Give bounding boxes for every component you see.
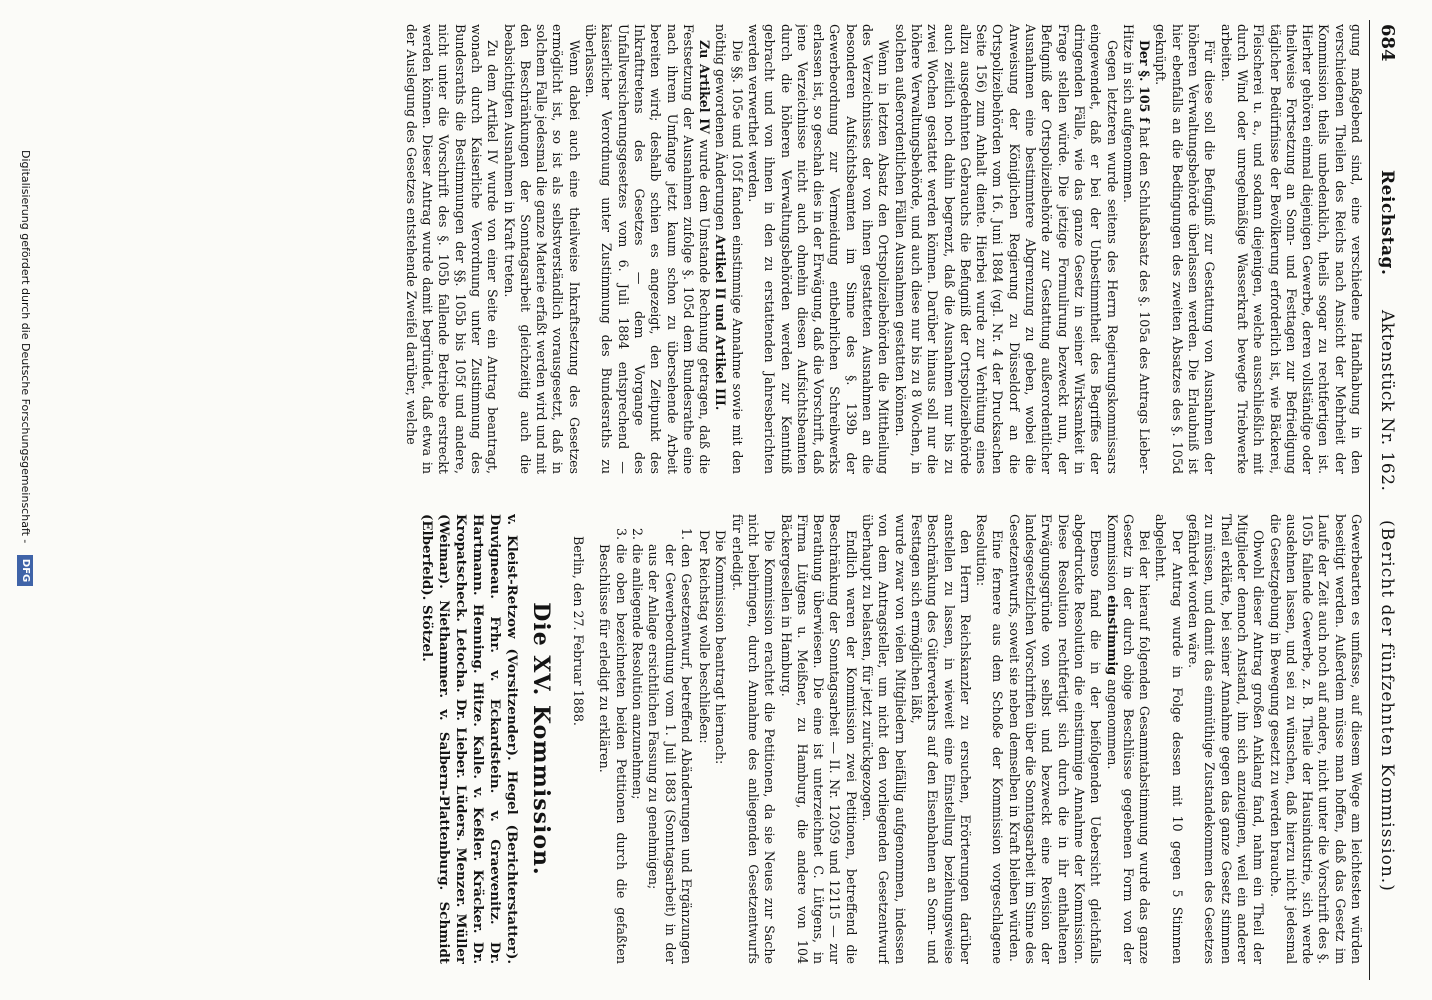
- section-title: (Bericht der fünfzehnten Kommission.): [1377, 520, 1397, 892]
- commission-members: v. Kleist-Retzow (Vorsitzender). Hegel (Berichterstatter). Duvigneau. Frhr. v. Eckardstein. v. Graevenitz. Dr. Hartmann. Henning. Hitze. Kalle. v. Keßler. Kräcker. Dr. Kropatscheck. Letocha. Dr. Lieber. Lüders. Menzer. Müller (Weimar). Niethammer. v. Salbern-Plattenburg. Schmidt (Elberfeld). Stötzel.: [418, 514, 520, 964]
- motion-item: 3. die oben bezeichneten beiden Petitionen durch die gefaßten Beschlüsse für erledigt zu erklären.: [596, 544, 629, 964]
- motion-item: 2. die anliegende Resolution anzunehmen;: [629, 544, 645, 964]
- commission-heading: Die XV. Kommission.: [527, 602, 554, 876]
- date-line: Berlin, den 27. Februar 1888.: [571, 536, 587, 726]
- paragraph-text: wurde dem Umstande Rechnung getragen, daß die Festsetzung der Ausnahmen zufolge §. 105d dem Bundesrathe eine nach ihrem Umfange jetzt kaum schon zu übersehende Arbeit bereiten wird; deshalb schien es angezeigt, den Zeitpunkt des Inkrafttretens des Gesetzes — dem Vorgange des Unfallversicherungsgesetzes vom 6. Juli 1884 entsprechend — kaiserlicher Verordnung unter Zustimmung des Bundesraths zu überlassen.: [583, 24, 713, 474]
- bold-word: einstimmig: [1104, 595, 1120, 676]
- motion-list: [596, 544, 694, 964]
- paragraph: Der Reichstag wolle beschließen:: [697, 530, 713, 744]
- paragraph-text: angenommen.: [1104, 679, 1120, 770]
- digitization-footer: [16, 150, 34, 970]
- right-text-column: [234, 514, 1364, 964]
- paragraph: gung maßgebend sind, eine verschiedene Handhabung in den verschiedenen Theilen des Reichs nach Ansicht der Mehrheit der Kommission theils unbedenklich, theils sogar zu rechtfertigen ist. Hierher gehören einmal diejenigen Gewerbe, deren vollständige oder theilweise Fortsetzung an Sonn- und Festtagen zur Befriedigung täglicher Bedürfnisse der Bevölkerung erforderlich ist, wie Bäckerei, Fleischerei u. a., und sodann diejenigen, welche ausschließlich mit durch Wind oder unregelmäßige Wasserkraft bewegte Triebwerke arbeiten.: [1218, 24, 1364, 474]
- paragraph: Wenn dabei auch eine theilweise Inkraftsetzung des Gesetzes ermöglicht ist, so ist als selbstverständlich vorausgesetzt, daß in solchem Falle jedesmal die ganze Materie erfaßt werden wird und mit den Beschränkungen der Sonntagsarbeit gleichzeitig auch die beabsichtigten Ausnahmen in Kraft treten.: [501, 24, 582, 474]
- bold-section-ref: Der §. 105 f: [1137, 40, 1153, 123]
- paragraph: Gegen letzteren wurde seitens des Herrn Regierungskommissars eingewendet, daß er bei der Unbestimmtheit des Begriffes der dringenden Fälle, wie das ganze Gesetz in seiner Wirksamkeit in Frage stellen würde. Die jetzige Formulirung bezweckt nun, der Befugniß der Ortspolizeibehörde zur Gestattung außerordentlicher Ausnahmen eine bestimmtere Abgrenzung zu geben, wobei die Anweisung der Königlichen Regierung zu Düsseldorf an die Ortspolizeibehörden vom 16. Juni 1884 (vgl. Nr. 4 der Drucksachen Seite 156) zum Anhalt diente. Hierbei wurde zur Verhütung eines allzu ausgedehnten Gebrauchs die Befugniß der Ortspolizeibehörde auch zeitlich noch dahin begrenzt, daß die Ausnahmen nur bis zu zwei Wochen gestattet werden können. Darüber hinaus soll nur die höhere Verwaltungsbehörde, und auch diese nur bis zu 8 Wochen, in solchen außerordentlichen Fällen Ausnahmen gestatten können.: [892, 24, 1120, 474]
- paragraph: Zu dem Artikel IV wurde von einer Seite ein Antrag beantragt, wonach durch Kaiserliche Verordnung unter Zustimmung des Bundesraths die Bestimmungen der §§. 105b bis 105f und andere, nicht unter die Vorschrift des §. 105b fallende Betriebe erstreckt werden können. Dieser Antrag wurde damit begründet, daß etwa in der Auslegung des Gesetzes entstehende Zweifel darüber, welche: [403, 24, 501, 474]
- paragraph: [1120, 24, 1153, 474]
- bold-article-ref: Artikel II und Artikel III.: [713, 234, 729, 411]
- left-text-column: [234, 24, 1364, 474]
- quoted-resolution: den Herrn Reichskanzler zu ersuchen, Erörterungen darüber anstellen zu lassen, in wieweit eine Einstellung beziehungsweise Beschränkung des Güterverkehrs auf den Eisenbahnen an Sonn- und Festtagen sich ermöglichen läßt,: [908, 514, 973, 964]
- footer-text: Digitalisierung gefördert durch die Deutsche Forschungsgemeinschaft -: [19, 150, 32, 544]
- paragraph: Ebenso fand die in der beifolgenden Uebersicht gleichfalls abgedruckte Resolution die einstimmige Annahme der Kommission. Diese Resolution rechtfertigt sich durch die in ihr enthaltenen Erwägungsgründe von selbst und bezweckt eine Revision der landesgesetzlichen Vorschriften über die Sonntagsarbeit im Sinne des Gesetzentwurfs, soweit sie neben demselben in Kraft bleiben würden.: [1006, 514, 1104, 964]
- paragraph-text: Die §§. 105e und 105f fanden einstimmige Annahme sowie mit den nöthig gewordenen Änderungen: [713, 24, 745, 474]
- document-number: Aktenstück Nr. 162.: [1377, 310, 1397, 492]
- paragraph: Wenn in letzten Absatz den Ortspolizeibehörden die Mittheilung des Verzeichnisses der von ihnen gestatteten Ausnahmen an die besonderen Aufsichtsbeamten im Sinne des §. 139b der Gewerbeordnung zur Vermeidung entbehrlichen Schreibwerks erlassen ist, so geschah dies in der Erwägung, daß die Vorschrift, daß jene Verzeichnisse nicht auch ohnehin diesen Aufsichtsbeamten durch die höheren Verwaltungsbehörden werden zur Kenntniß gebracht und von ihnen in den zu erstattenden Jahresberichten werden verwerthet werden.: [746, 24, 892, 474]
- paragraph: Gewerbearten es umfasse, auf diesem Wege am leichtesten würden beseitigt werden. Außerdem müsse man hoffen, daß das Gesetz im Laufe der Zeit auch noch auf andere, nicht unter die Vorschrift des §. 105b fallende Gewerbe, z. B. Theile der Hausindustrie, sich werde ausdehnen lassen, und sei zu wünschen, daß hierzu nicht jedesmal die Gesetzgebung in Bewegung gesetzt zu werden brauche.: [1267, 514, 1364, 964]
- page-header: [1369, 20, 1404, 980]
- paragraph-text: Bei der hierauf folgenden Gesammtabstimmung wurde das ganze Gesetz in der durch obige Beschlüsse gegebenen Form von der Kommission: [1104, 514, 1153, 964]
- page-number: 684: [1377, 24, 1398, 62]
- paragraph: [712, 24, 745, 474]
- paragraph: wurde zwar von vielen Mitgliedern beifällig aufgenommen, indessen von dem Antragsteller, um nicht den vorliegenden Gesetzentwurf überhaupt zu belasten, für jetzt zurückgezogen.: [860, 514, 908, 964]
- paragraph: Eine fernere aus dem Schoße der Kommission vorgeschlagene Resolution:: [974, 514, 1006, 964]
- paragraph: Die Kommission erachtet die Petitionen, da sie Neues zur Sache nicht beibringen, durch Annahme des anliegenden Gesetzentwurfs für erledigt.: [729, 514, 778, 964]
- paragraph: Für diese soll die Befugniß zur Gestattung von Ausnahmen der höheren Verwaltungsbehörde überlassen werden. Die Erlaubniß ist hier ebenfalls an die Bedingungen des zweiten Absatzes des §. 105d geknüpft.: [1153, 24, 1218, 474]
- dfg-logo: DFG: [17, 555, 33, 586]
- bold-article-ref: Zu Artikel IV: [697, 40, 713, 134]
- paragraph: Obwohl dieser Antrag großen Anklang fand, nahm ein Theil der Mitglieder dennoch Anstand, ihn sich anzueignen, weil ein anderer Theil erklärte, bei seiner Annahme gegen das ganze Gesetz stimmen zu müssen, und damit das einmüthige Zustandekommen des Gesetzes gefährdet worden wäre.: [1186, 514, 1267, 964]
- paragraph: Die Kommission beantragt hiernach:: [713, 530, 729, 765]
- paragraph-text: hat den Schlußabsatz des §. 105a des Antrags Lieber-Hitze in sich aufgenommen.: [1120, 24, 1153, 474]
- paragraph: [1103, 514, 1152, 964]
- paragraph: Der Antrag wurde in Folge dessen mit 10 gegen 5 Stimmen abgelehnt.: [1153, 514, 1185, 964]
- publication-name: Reichstag.: [1377, 170, 1397, 276]
- motion-item: 1. den Gesetzentwurf, betreffend Abänderungen und Ergänzungen der Gewerbeordnung vom 1. Juli 1883 (Sonntagsarbeit) in der aus der Anlage ersichtlichen Fassung zu genehmigen;: [645, 544, 694, 964]
- paragraph: [582, 24, 712, 474]
- paragraph: Endlich waren der Kommission zwei Petitionen, betreffend die Beschränkung der Sonntagsarbeit — II. Nr. 12059 und 12115 — zur Berathung überwiesen. Die eine ist unterzeichnet C. Lütgens, in Firma Lütgens u. Meißner, zu Hamburg, die andere von 104 Bäckergesellen in Hamburg.: [778, 514, 859, 964]
